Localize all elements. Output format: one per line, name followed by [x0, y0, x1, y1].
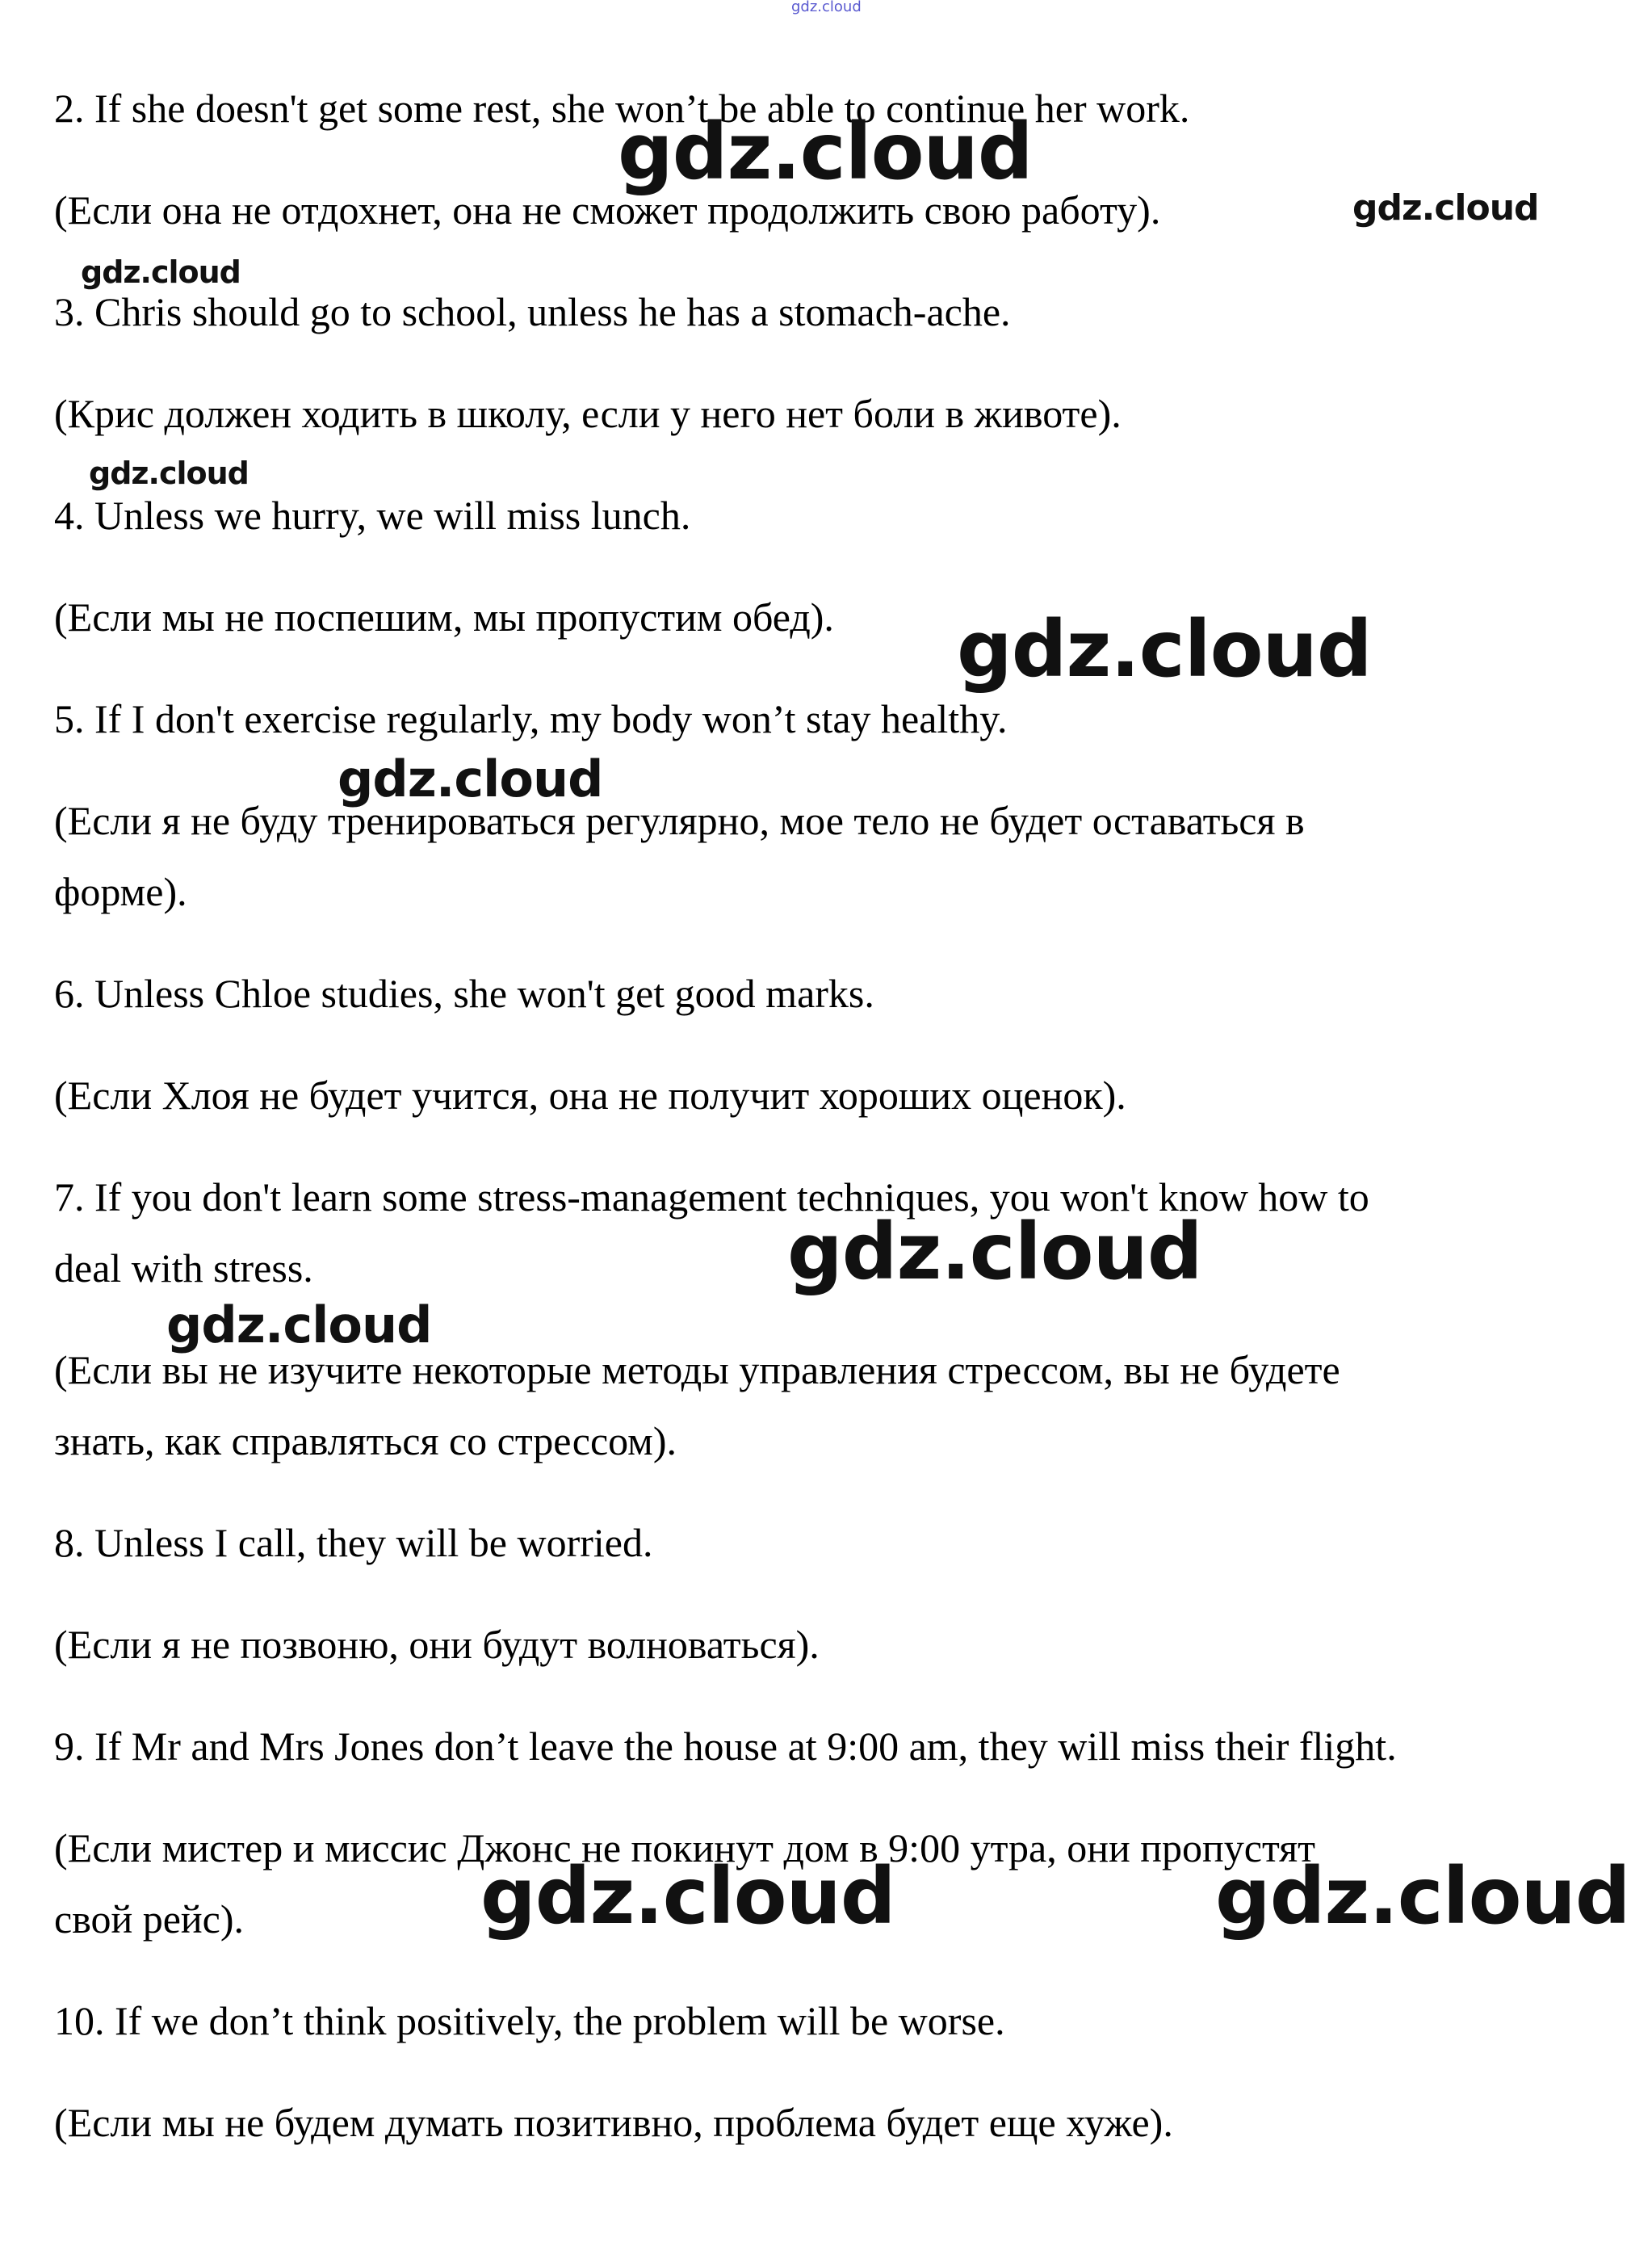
sentence-3-en: 3. Chris should go to school, unless he has a stomach-ache. [54, 289, 1011, 334]
header-watermark: gdz.cloud [791, 0, 862, 15]
sentence-9-ru-line1: (Если мистер и миссис Джонс не покинут дом в 9:00 утра, они пропустят [54, 1825, 1315, 1870]
watermark-logo: gdz.cloud [1352, 187, 1539, 229]
sentence-2-ru: (Если она не отдохнет, она не сможет продолжить свою работу). [54, 187, 1161, 233]
sentence-10-ru: (Если мы не будем думать позитивно, проблема будет еще хуже). [54, 2100, 1173, 2145]
sentence-8-ru: (Если я не позвоню, они будут волноваться). [54, 1622, 820, 1667]
sentence-9-ru-line2: свой рейс). [54, 1896, 245, 1942]
sentence-10-en: 10. If we don’t think positively, the problem will be worse. [54, 1998, 1005, 2043]
sentence-4-ru: (Если мы не поспешим, мы пропустим обед). [54, 594, 834, 640]
sentence-7-en-line1: 7. If you don't learn some stress-management techniques, you won't know how to [54, 1174, 1369, 1220]
watermark-logo: gdz.cloud [618, 107, 1033, 197]
watermark-logo: gdz.cloud [89, 456, 249, 491]
watermark-logo: gdz.cloud [81, 254, 241, 290]
sentence-7-ru-line1: (Если вы не изучите некоторые методы управления стрессом, вы не будете [54, 1347, 1340, 1392]
watermark-logo: gdz.cloud [338, 749, 603, 808]
sentence-6-ru: (Если Хлоя не будет учится, она не получит хороших оценок). [54, 1073, 1126, 1118]
sentence-9-en: 9. If Mr and Mrs Jones don’t leave the house at 9:00 am, they will miss their flight. [54, 1723, 1397, 1769]
sentence-2-en: 2. If she doesn't get some rest, she won’t be able to continue her work. [54, 86, 1190, 131]
watermark-logo: gdz.cloud [1215, 1851, 1630, 1942]
sentence-5-ru-line2: форме). [54, 869, 187, 914]
sentence-5-en: 5. If I don't exercise regularly, my body won’t stay healthy. [54, 696, 1008, 741]
watermark-logo: gdz.cloud [957, 604, 1372, 695]
watermark-logo: gdz.cloud [480, 1851, 895, 1942]
sentence-7-ru-line2: знать, как справляться со стрессом). [54, 1418, 677, 1463]
sentence-7-en-line2: deal with stress. [54, 1245, 313, 1291]
sentence-4-en: 4. Unless we hurry, we will miss lunch. [54, 493, 691, 538]
sentence-3-ru: (Крис должен ходить в школу, если у него нет боли в животе). [54, 391, 1122, 436]
watermark-logo: gdz.cloud [166, 1295, 432, 1354]
sentence-6-en: 6. Unless Chloe studies, she won't get good marks. [54, 971, 874, 1016]
sentence-8-en: 8. Unless I call, they will be worried. [54, 1520, 653, 1565]
watermark-logo: gdz.cloud [787, 1207, 1202, 1297]
sentence-5-ru-line1: (Если я не буду тренироваться регулярно, мое тело не будет оставаться в [54, 798, 1305, 843]
